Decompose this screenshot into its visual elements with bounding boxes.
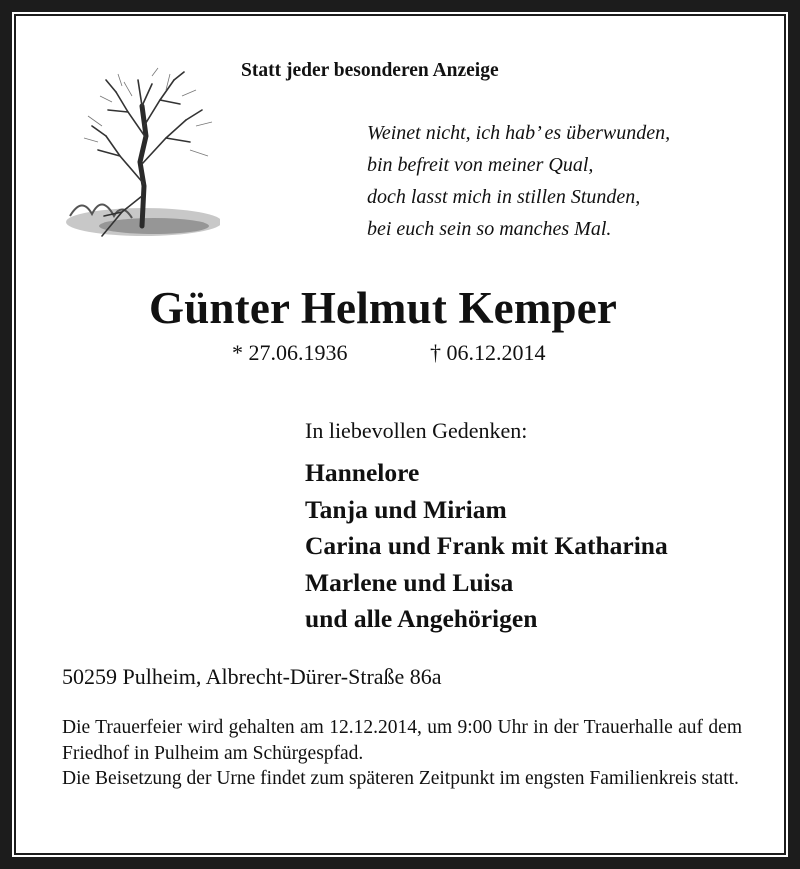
mourners-list	[305, 455, 668, 638]
funeral-notice	[62, 715, 742, 792]
poem-line: bei euch sein so manches Mal.	[367, 218, 612, 240]
mourner-entry: und alle Angehörigen	[305, 604, 538, 633]
tree-illustration	[62, 66, 220, 248]
notice-paragraph: Die Trauerfeier wird gehalten am 12.12.2014, um 9:00 Uhr in der Trauerhalle auf dem Friedhof in Pulheim am Schürgespfad.	[62, 717, 742, 764]
notice-paragraph: Die Beisetzung der Urne findet zum späteren Zeitpunkt im engsten Familienkreis statt.	[62, 768, 739, 789]
header-notice: Statt jeder besonderen Anzeige	[241, 60, 499, 81]
mourner-entry: Hannelore	[305, 458, 420, 487]
mourner-entry: Marlene und Luisa	[305, 567, 514, 597]
deceased-name: Günter Helmut Kemper	[149, 283, 618, 333]
death-date: † 06.12.2014	[430, 340, 546, 365]
mourner-entry: Carina und Frank mit Katharina	[305, 531, 668, 560]
memory-line: In liebevollen Gedenken:	[305, 418, 528, 443]
poem-line: Weinet nicht, ich hab’ es überwunden,	[367, 122, 671, 144]
poem-line: bin befreit von meiner Qual,	[367, 154, 594, 176]
address: 50259 Pulheim, Albrecht-Dürer-Straße 86a	[62, 664, 442, 689]
poem	[367, 117, 670, 245]
birth-date: * 27.06.1936	[232, 340, 348, 365]
poem-line: doch lasst mich in stillen Stunden,	[367, 186, 641, 208]
mourner-entry: Tanja und Miriam	[305, 494, 507, 524]
